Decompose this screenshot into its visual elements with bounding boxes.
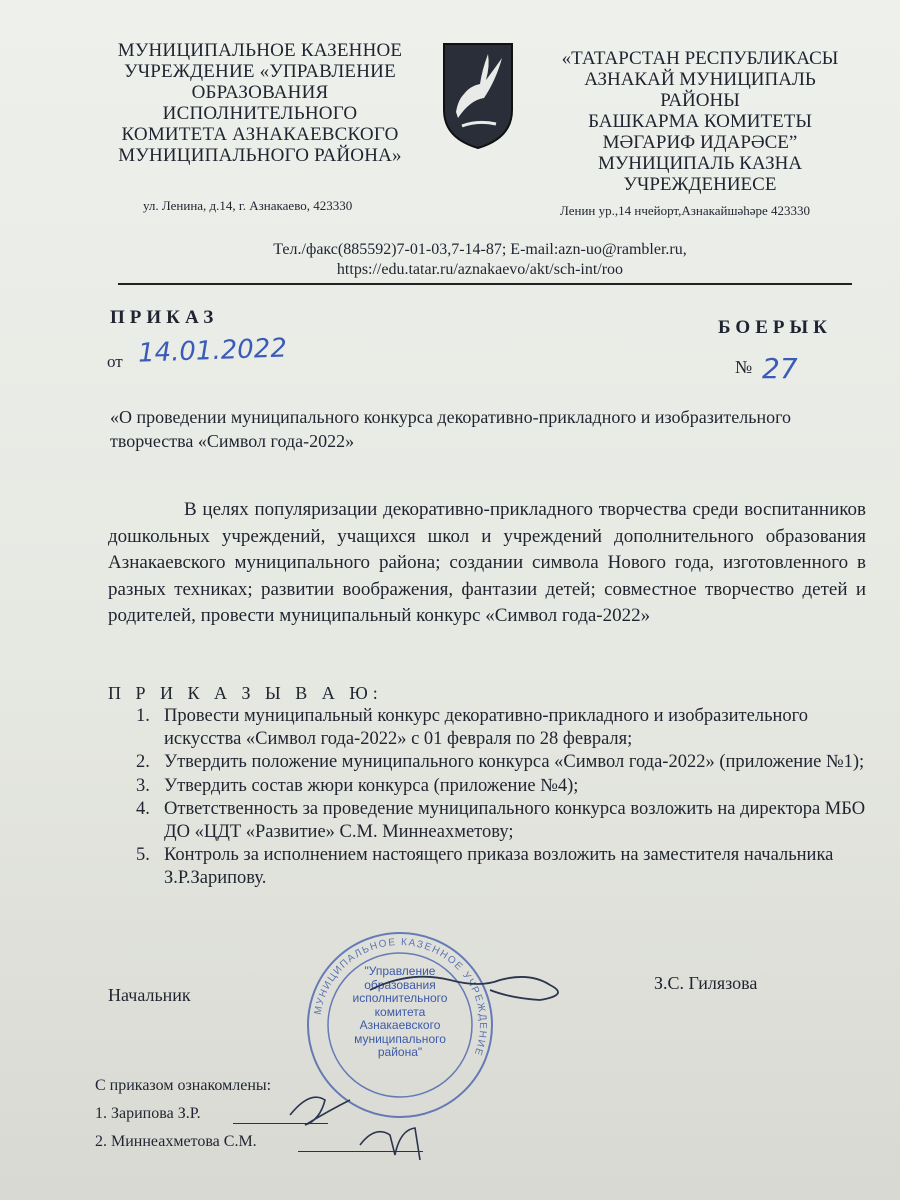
list-item <box>108 751 868 774</box>
item-text: Утвердить положение муниципального конкурса «Символ года-2022» (приложение №1); <box>164 752 865 772</box>
order-label-russian: ПРИКАЗ <box>110 307 219 328</box>
date-prefix: от <box>107 352 123 371</box>
contacts-phone-email: Тел./факс(885592)7-01-03,7-14-87; E-mail:azn-uo@rambler.ru, <box>273 241 687 258</box>
stamp-line: комитета <box>374 1004 426 1019</box>
list-item <box>108 775 868 798</box>
stamp-ring-text: МУНИЦИПАЛЬНОЕ КАЗЕННОЕ УЧРЕЖДЕНИЕ <box>312 936 489 1058</box>
list-item <box>108 705 868 750</box>
org-line: АЗНАКАЙ МУНИЦИПАЛЬ <box>584 69 816 90</box>
handwritten-date: 14.01.2022 <box>137 333 288 369</box>
org-line: МУНИЦИПАЛЬ КАЗНА <box>597 153 803 174</box>
item-number: 4. <box>136 799 150 819</box>
org-line: УЧРЕЖДЕНИЕ «УПРАВЛЕНИЕ <box>124 61 396 82</box>
item-number: 2. <box>136 752 150 772</box>
coat-of-arms-icon <box>440 40 516 150</box>
acknowledgement-heading: С приказом ознакомлены: <box>95 1077 272 1094</box>
acknowledgement-person: 1. Зарипова З.Р. <box>95 1105 201 1122</box>
item-text: Ответственность за проведение муниципального конкурса возложить на директора МБО ДО «ЦДТ «Развитие» С.М. Миннеахметову; <box>164 799 866 842</box>
stamp-line: района" <box>377 1045 423 1059</box>
signatory-name: З.С. Гилязова <box>654 973 758 993</box>
contacts-block <box>120 240 840 280</box>
org-line: ИСПОЛНИТЕЛЬНОГО <box>162 103 358 124</box>
contacts-website: https://edu.tatar.ru/aznakaevo/akt/sch-int/roo <box>336 261 624 278</box>
org-line: МУНИЦИПАЛЬНОЕ КАЗЕННОЕ <box>117 40 403 61</box>
list-item <box>108 844 868 889</box>
stamp-line: муниципального <box>354 1031 446 1046</box>
org-line: МӘГАРИФ ИДАРӘСЕ” <box>602 132 798 153</box>
address-tatar: Ленин ур.,14 нчейорт,Азнакайшәһәре 423330 <box>560 203 811 218</box>
item-text: Утвердить состав жюри конкурса (приложение №4); <box>164 775 579 796</box>
order-preamble: В целях популяризации декоративно-прикладного творчества среди воспитанников дошкольных учреждений, учащихся школ и учреждений дополнительного образования Азнакаевского муниципального района; создании символа Нового года, изготовленного в разных техниках; развитии воображения, фантазии детей; совместное творчество детей и родителей, провести муниципальный конкурс «Символ года-2022» <box>108 499 866 626</box>
order-title: «О проведении муниципального конкурса декоративно-прикладного и изобразительного творчества «Символ года-2022» <box>110 407 792 451</box>
org-name-russian <box>100 40 420 166</box>
handwritten-signatures <box>250 950 810 1170</box>
signatory-position: Начальник <box>108 985 191 1005</box>
item-number: 5. <box>136 845 150 865</box>
stamp-line: Азнакаевского <box>359 1018 441 1032</box>
stamp-line: исполнительного <box>352 991 448 1005</box>
address-russian: ул. Ленина, д.14, г. Азнакаево, 423330 <box>143 198 353 213</box>
stamp-line: "Управление <box>364 964 436 978</box>
org-name-tatar <box>550 48 850 195</box>
stamp-line: образования <box>364 977 436 992</box>
acknowledgement-person: 2. Миннеахметова С.М. <box>95 1133 257 1150</box>
header-divider <box>118 283 852 285</box>
item-text: Провести муниципальный конкурс декоративно-прикладного и изобразительного искусства «Символ года-2022» с 01 февраля по 28 февраля; <box>164 706 809 749</box>
org-line: «ТАТАРСТАН РЕСПУБЛИКАСЫ <box>561 48 839 69</box>
org-line: ОБРАЗОВАНИЯ <box>191 82 329 103</box>
list-item <box>108 798 868 843</box>
org-line: МУНИЦИПАЛЬНОГО РАЙОНА» <box>118 145 402 166</box>
org-line: УЧРЕЖДЕНИЕСЕ <box>623 174 777 195</box>
item-number: 1. <box>136 706 150 726</box>
org-line: РАЙОНЫ <box>660 90 740 111</box>
org-line: КОМИТЕТА АЗНАКАЕВСКОГО <box>121 124 399 145</box>
number-prefix: № <box>735 357 753 377</box>
item-text: Контроль за исполнением настоящего приказа возложить на заместителя начальника З.Р.Зарипову. <box>164 845 834 888</box>
item-number: 3. <box>136 775 150 796</box>
signature-line <box>233 1123 328 1124</box>
handwritten-number: 27 <box>762 352 798 385</box>
order-directive: П Р И К А З Ы В А Ю: <box>108 683 383 703</box>
org-line: БАШКАРМА КОМИТЕТЫ <box>588 111 812 132</box>
order-items-list <box>108 705 868 890</box>
signature-line <box>298 1151 423 1152</box>
order-label-tatar: БОЕРЫК <box>718 317 832 338</box>
